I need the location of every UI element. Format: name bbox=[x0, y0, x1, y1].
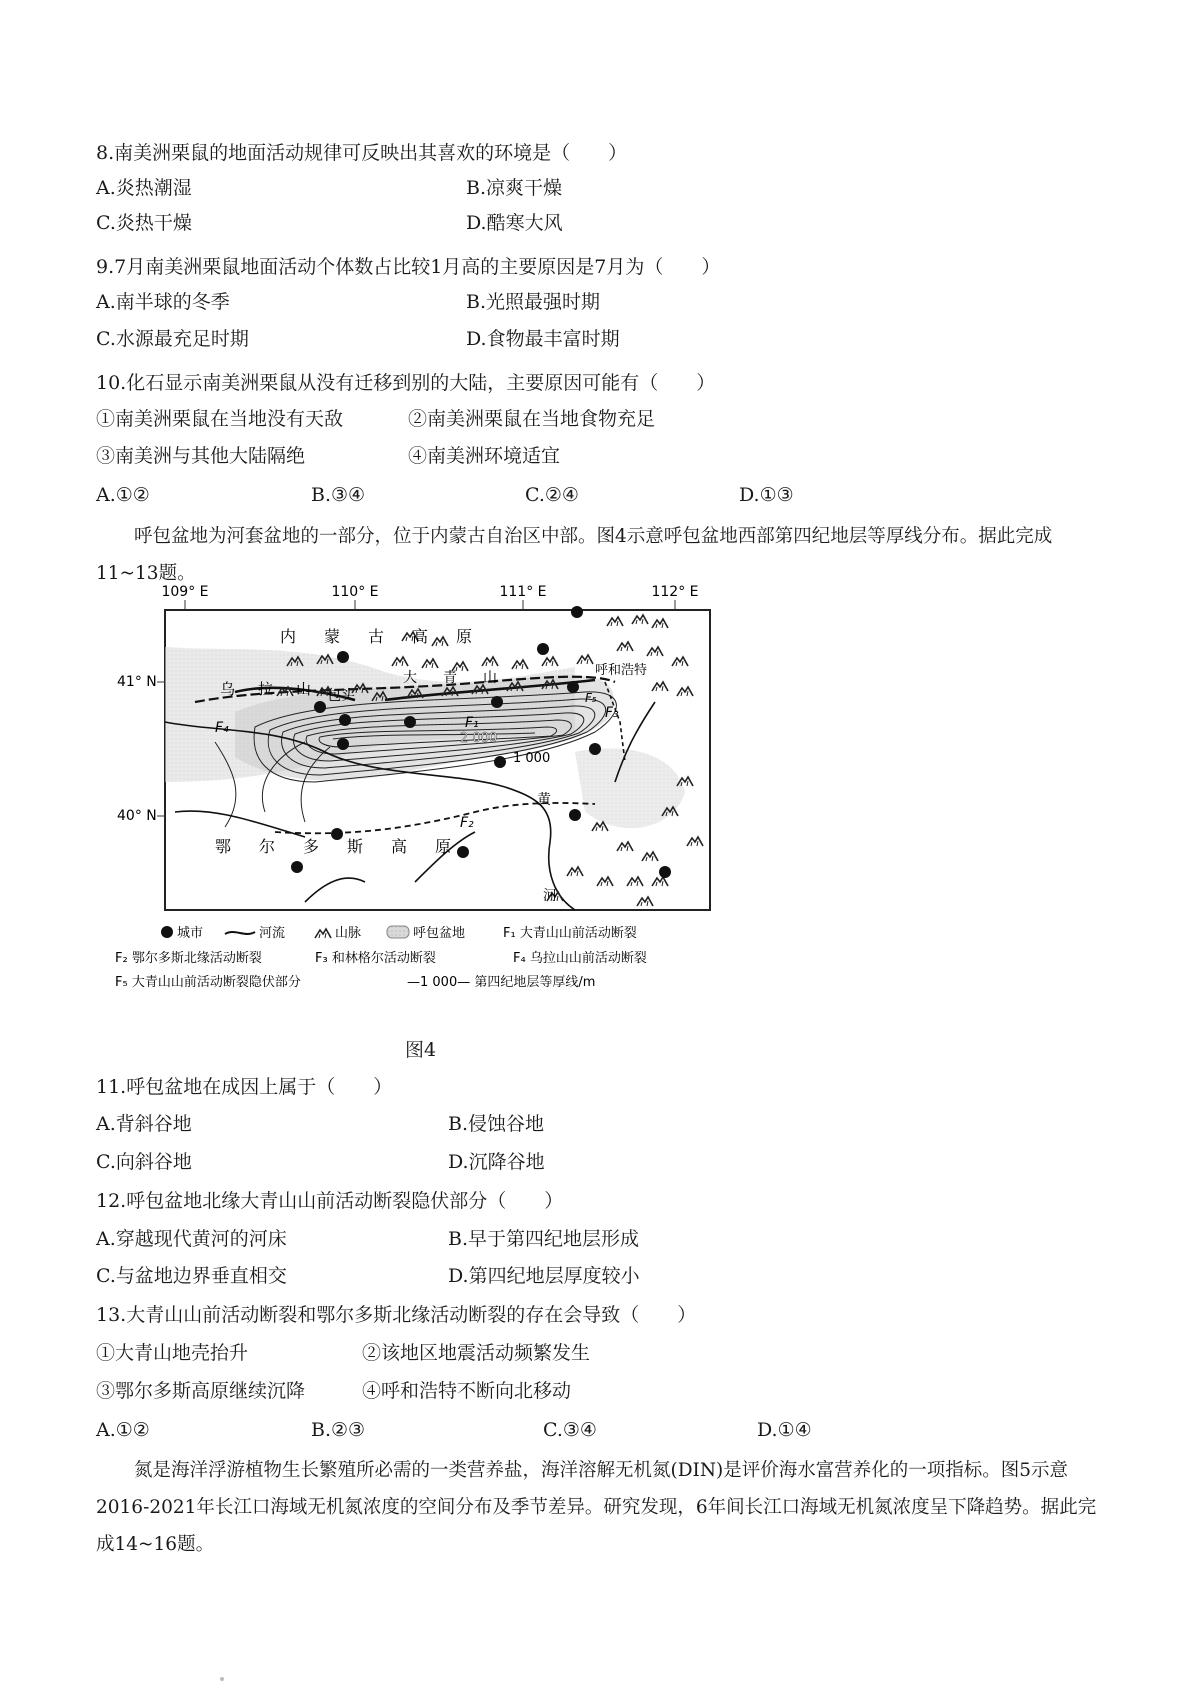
q13-option-a: A.①② bbox=[96, 1419, 150, 1441]
q13-option-b: B.②③ bbox=[311, 1419, 366, 1441]
fault-label-f2: F₂ bbox=[460, 815, 474, 831]
q8-option-d: D.酷寒大风 bbox=[466, 212, 563, 234]
contour-label-2000: 2 000 bbox=[460, 731, 498, 746]
q9-option-c: C.水源最充足时期 bbox=[96, 328, 249, 350]
lon-label-112: 112° E bbox=[651, 584, 699, 600]
q10-statement-3: ③南美洲与其他大陆隔绝 bbox=[96, 445, 306, 467]
q10-option-a: A.①② bbox=[96, 484, 150, 506]
longitude-labels bbox=[161, 584, 698, 610]
q12-option-b: B.早于第四纪地层形成 bbox=[448, 1228, 640, 1250]
contour-label-1000: 1 000 bbox=[513, 751, 551, 766]
legend-f4: F₄ 乌拉山山前活动断裂 bbox=[513, 951, 647, 966]
lat-label-40: 40° N bbox=[117, 808, 157, 824]
q10-option-d: D.①③ bbox=[739, 484, 794, 506]
q10-statement-1: ①南美洲栗鼠在当地没有天敌 bbox=[96, 408, 344, 430]
lon-label-110: 110° E bbox=[331, 584, 379, 600]
q12-option-a: A.穿越现代黄河的河床 bbox=[96, 1228, 287, 1250]
question-8-stem: 8.南美洲栗鼠的地面活动规律可反映出其喜欢的环境是（ ） bbox=[96, 142, 628, 164]
legend-contour: —1 000— 第四纪地层等厚线/m bbox=[407, 975, 596, 990]
q10-statement-2: ②南美洲栗鼠在当地食物充足 bbox=[408, 408, 656, 430]
legend-basin: 呼包盆地 bbox=[413, 926, 466, 941]
fault-label-f3: F₃ bbox=[605, 705, 619, 721]
lat-label-41: 41° N bbox=[117, 674, 157, 690]
q11-option-b: B.侵蚀谷地 bbox=[448, 1113, 545, 1135]
q8-option-b: B.凉爽干燥 bbox=[466, 177, 563, 199]
q13-option-c: C.③④ bbox=[543, 1419, 597, 1441]
fault-label-f5: F₅ bbox=[585, 691, 597, 705]
q8-option-c: C.炎热干燥 bbox=[96, 212, 192, 234]
question-9-stem: 9.7月南美洲栗鼠地面活动个体数占比较1月高的主要原因是7月为（ ） bbox=[96, 256, 721, 278]
q8-option-a: A.炎热潮湿 bbox=[96, 177, 192, 199]
question-13-stem: 13.大青山山前活动断裂和鄂尔多斯北缘活动断裂的存在会导致（ ） bbox=[96, 1304, 697, 1326]
label-huang: 黄 bbox=[537, 792, 551, 808]
q9-option-d: D.食物最丰富时期 bbox=[466, 328, 620, 350]
figure-4-map bbox=[115, 582, 756, 1020]
question-12-stem: 12.呼包盆地北缘大青山山前活动断裂隐伏部分（ ） bbox=[96, 1190, 564, 1212]
label-daqing-mountain: 大 青 山 bbox=[403, 670, 503, 686]
q9-option-b: B.光照最强时期 bbox=[466, 291, 601, 313]
q10-option-b: B.③④ bbox=[311, 484, 366, 506]
q10-statement-4: ④南美洲环境适宜 bbox=[408, 445, 561, 467]
q9-option-a: A.南半球的冬季 bbox=[96, 291, 230, 313]
legend-f3: F₃ 和林格尔活动断裂 bbox=[315, 951, 436, 966]
label-ordos-plateau: 鄂 尔 多 斯 高 原 bbox=[215, 837, 458, 856]
q11-option-d: D.沉降谷地 bbox=[448, 1151, 545, 1173]
legend-f1: F₁ 大青山山前活动断裂 bbox=[503, 926, 637, 941]
q13-statement-1: ①大青山地壳抬升 bbox=[96, 1342, 249, 1364]
question-11-stem: 11.呼包盆地在成因上属于（ ） bbox=[96, 1076, 393, 1098]
q12-option-d: D.第四纪地层厚度较小 bbox=[448, 1265, 640, 1287]
q13-statement-2: ②该地区地震活动频繁发生 bbox=[362, 1342, 591, 1364]
q11-option-a: A.背斜谷地 bbox=[96, 1113, 192, 1135]
intro-paragraph-nitrogen: 氮是海洋浮游植物生长繁殖所必需的一类营养盐，海洋溶解无机氮(DIN)是评价海水富营养化的一项指标。图5示意2016-2021年长江口海域无机氮浓度的空间分布及季节差异。研究发现，6年间长江口海域无机氮浓度呈下降趋势。据此完成14~16题。 bbox=[96, 1460, 1097, 1555]
q11-option-c: C.向斜谷地 bbox=[96, 1151, 192, 1173]
q12-option-c: C.与盆地边界垂直相交 bbox=[96, 1265, 287, 1287]
q13-statement-3: ③鄂尔多斯高原继续沉降 bbox=[96, 1380, 306, 1402]
figure-4-caption: 图4 bbox=[405, 1039, 437, 1061]
page-footer-mark bbox=[220, 1677, 224, 1681]
legend-f5: F₅ 大青山山前活动断裂隐伏部分 bbox=[115, 975, 301, 990]
q13-statement-4: ④呼和浩特不断向北移动 bbox=[362, 1380, 572, 1402]
q10-option-c: C.②④ bbox=[525, 484, 579, 506]
label-he: 河 bbox=[543, 888, 557, 904]
map-legend bbox=[115, 925, 647, 990]
question-10-stem: 10.化石显示南美洲栗鼠从没有迁移到别的大陆，主要原因可能有（ ） bbox=[96, 372, 716, 394]
lon-label-109: 109° E bbox=[161, 584, 209, 600]
fault-label-f1: F₁ bbox=[465, 715, 479, 731]
legend-mountain: 山脉 bbox=[335, 926, 362, 941]
intro-paragraph-basin: 呼包盆地为河套盆地的一部分，位于内蒙古自治区中部。图4示意呼包盆地西部第四纪地层等厚线分布。据此完成11~13题。 bbox=[96, 526, 1053, 584]
label-baotou: 包头 bbox=[327, 688, 355, 704]
fault-label-f4: F₄ bbox=[215, 720, 229, 736]
legend-f2: F₂ 鄂尔多斯北缘活动断裂 bbox=[115, 951, 262, 966]
label-hohhot: 呼和浩特 bbox=[595, 663, 648, 678]
q13-option-d: D.①④ bbox=[757, 1419, 812, 1441]
label-inner-mongolia-plateau: 内 蒙 古 高 原 bbox=[280, 627, 479, 646]
legend-city: 城市 bbox=[177, 926, 204, 941]
legend-river: 河流 bbox=[259, 926, 286, 941]
lon-label-111: 111° E bbox=[499, 584, 547, 600]
label-wula-mountain: 乌 拉 山 bbox=[220, 680, 316, 698]
